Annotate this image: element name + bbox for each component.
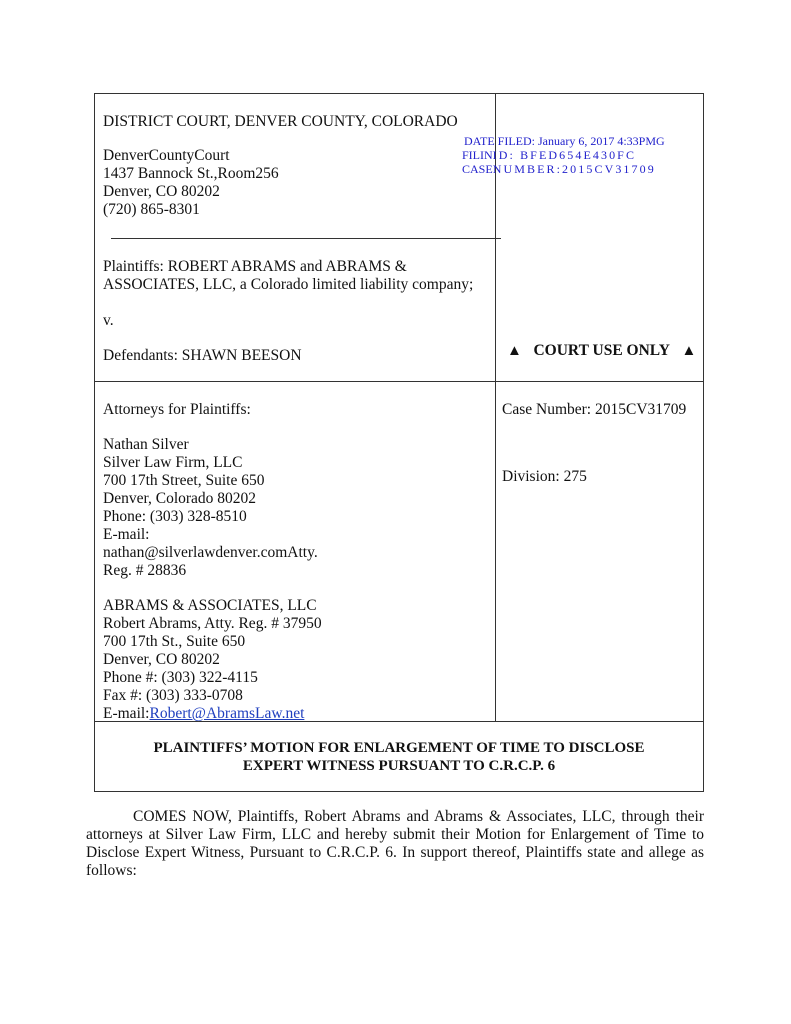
court-address-line: 1437 Bannock St.,Room256 xyxy=(103,165,279,182)
body-paragraph: COMES NOW, Plaintiffs, Robert Abrams and Abrams & Associates, LLC, through their attorneys at Silver Law Firm, LLC and hereby submit their Motion for Enlargement of Time to Disclose Expert Witness, Pursuant to C.R.C.P. 6. In support thereof, Plaintiffs state and allege as follows: xyxy=(86,808,704,879)
attorney-line: E-mail: xyxy=(103,526,150,543)
attorney-line: Phone #: (303) 322-4115 xyxy=(103,669,258,686)
parties-rule xyxy=(111,238,501,239)
efiling-stamp-date xyxy=(464,135,665,149)
attorney-line: 700 17th St., Suite 650 xyxy=(103,633,246,650)
stamp-case-value: NUMBER:2015CV31709 xyxy=(492,162,656,176)
attorney-line: Nathan Silver xyxy=(103,436,189,453)
attorney-line: nathan@silverlawdenver.comAtty. xyxy=(103,544,318,561)
court-phone: (720) 865-8301 xyxy=(103,201,200,218)
caption-divider-vertical xyxy=(495,94,496,721)
stamp-case-label: CASE xyxy=(462,162,493,176)
versus: v. xyxy=(103,312,114,329)
caption-divider-1 xyxy=(95,381,703,382)
attorneys-heading: Attorneys for Plaintiffs: xyxy=(103,401,251,418)
efiling-stamp-filing xyxy=(462,149,636,163)
document-title xyxy=(95,739,703,775)
attorney-line: Fax #: (303) 333-0708 xyxy=(103,687,243,704)
attorney-line: 700 17th Street, Suite 650 xyxy=(103,472,265,489)
document-title-line: EXPERT WITNESS PURSUANT TO C.R.C.P. 6 xyxy=(242,758,556,774)
stamp-filing-label: FILIN xyxy=(462,148,493,162)
efiling-stamp-case xyxy=(462,163,656,177)
stamp-filing-value: ID: BFED654E430FC xyxy=(492,148,637,162)
attorney-email-line xyxy=(103,705,304,723)
case-caption xyxy=(94,93,704,792)
triangle-up-icon: ▲ xyxy=(681,343,697,359)
stamp-date-label: DATE xyxy=(464,134,495,148)
document-title-line: PLAINTIFFS’ MOTION FOR ENLARGEMENT OF TIME TO DISCLOSE xyxy=(153,740,645,756)
court-address-line: Denver, CO 80202 xyxy=(103,183,220,200)
attorney-line: Reg. # 28836 xyxy=(103,562,187,579)
stamp-date-value: FILED: January 6, 2017 4:33PMG xyxy=(497,134,665,148)
court-name: DISTRICT COURT, DENVER COUNTY, COLORADO xyxy=(103,113,458,130)
attorney-line: Robert Abrams, Atty. Reg. # 37950 xyxy=(103,615,322,632)
attorney-line: Silver Law Firm, LLC xyxy=(103,454,243,471)
plaintiffs-line: Plaintiffs: ROBERT ABRAMS and ABRAMS & xyxy=(103,258,407,275)
attorney-line: Denver, Colorado 80202 xyxy=(103,490,257,507)
attorney-line: ABRAMS & ASSOCIATES, LLC xyxy=(103,597,317,614)
case-number: Case Number: 2015CV31709 xyxy=(502,401,687,418)
defendants-line: Defendants: SHAWN BEESON xyxy=(103,347,302,364)
division: Division: 275 xyxy=(502,468,587,485)
attorney-line: Denver, CO 80202 xyxy=(103,651,220,668)
plaintiffs-line: ASSOCIATES, LLC, a Colorado limited liability company; xyxy=(103,276,474,293)
email-label: E-mail: xyxy=(103,705,150,722)
attorney-line: Phone: (303) 328-8510 xyxy=(103,508,247,525)
triangle-up-icon: ▲ xyxy=(507,343,522,359)
court-use-only-label: COURT USE ONLY xyxy=(533,342,670,359)
email-link[interactable]: Robert@AbramsLaw.net xyxy=(149,705,305,722)
court-use-only xyxy=(507,342,696,360)
court-address-line: DenverCountyCourt xyxy=(103,147,230,164)
